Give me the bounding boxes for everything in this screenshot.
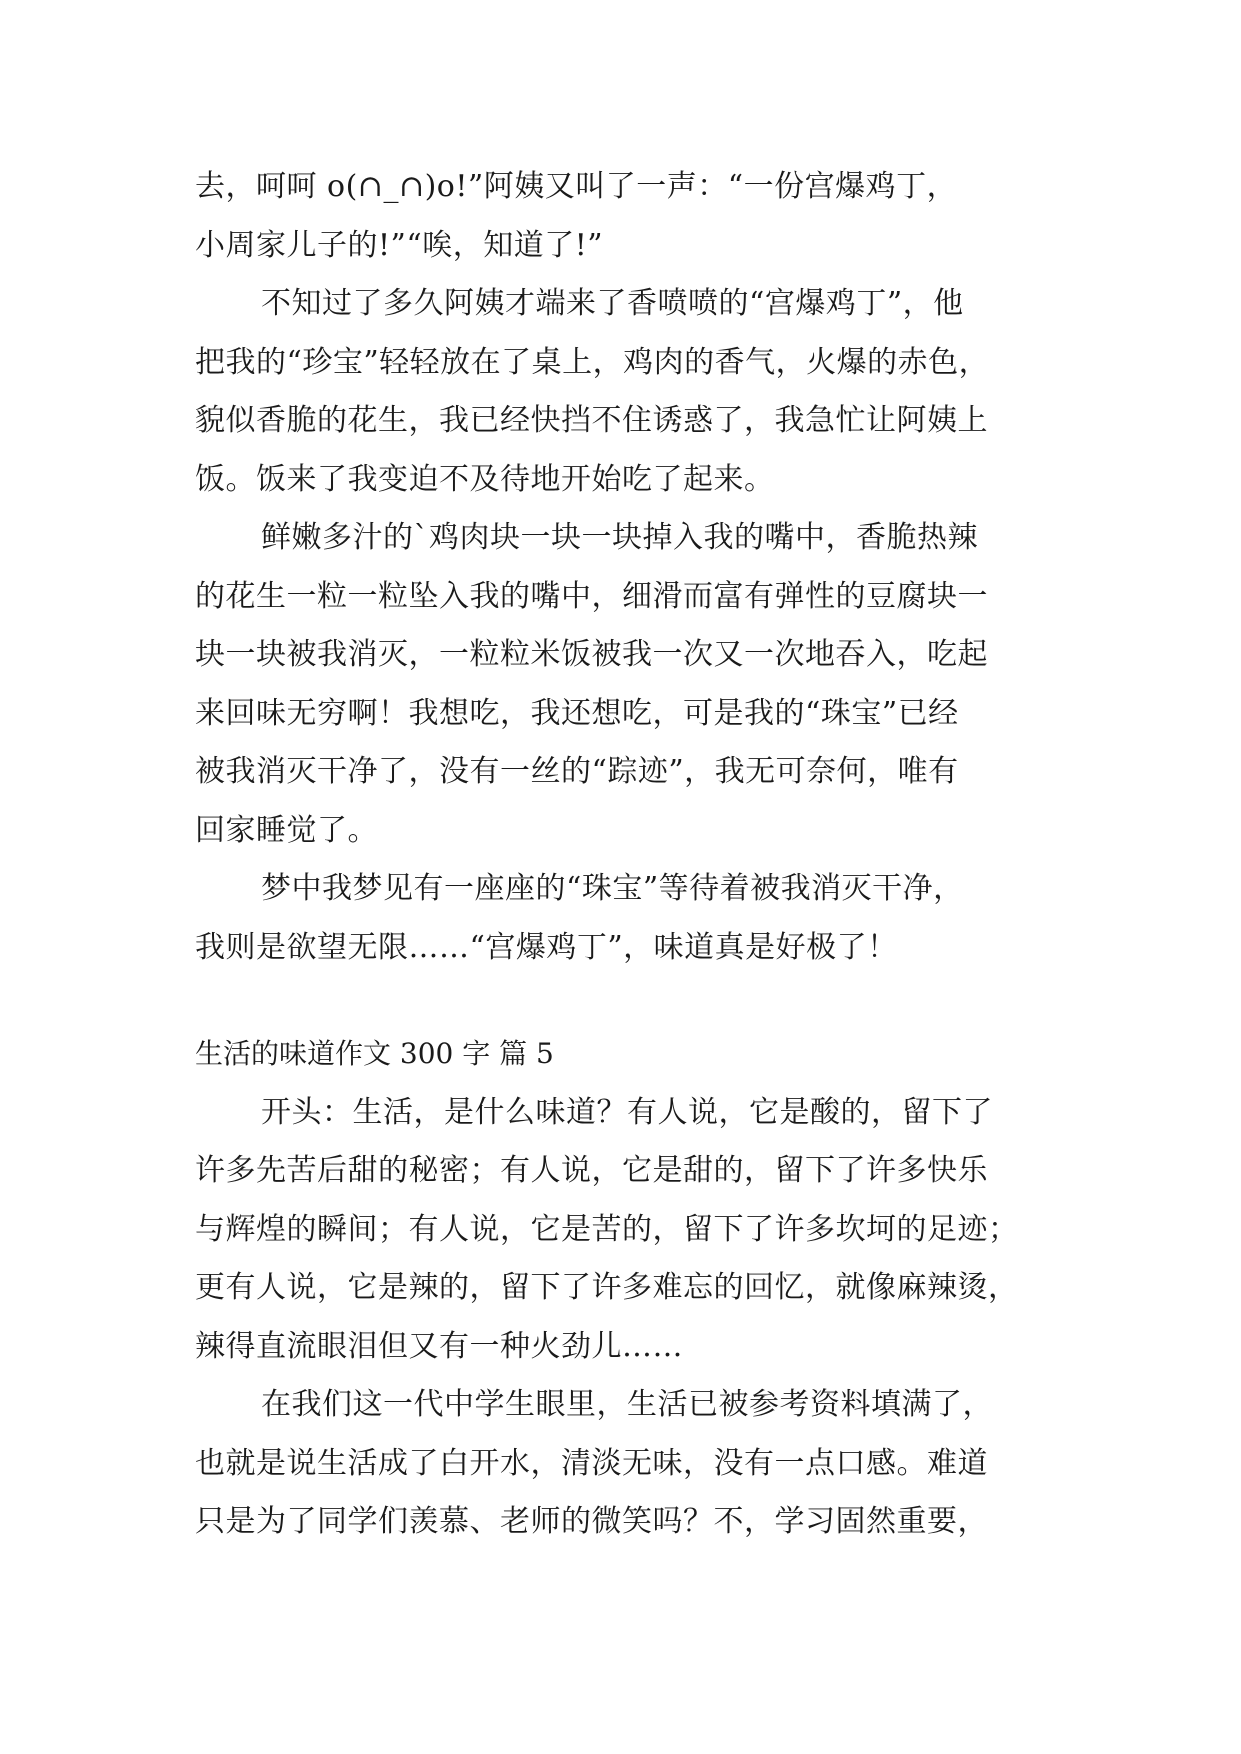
paragraph [195,1376,1075,1552]
text-line: 许多先苦后甜的秘密；有人说，它是甜的，留下了许多快乐 [195,1153,988,1188]
paragraph [195,158,1075,275]
text-line: 更有人说，它是辣的，留下了许多难忘的回忆，就像麻辣烫， [195,1270,1019,1305]
section-spacer [195,977,1075,1025]
text-line: 只是为了同学们羡慕、老师的微笑吗？不，学习固然重要， [195,1504,988,1539]
text-line: 我则是欲望无限……“宫爆鸡丁”，味道真是好极了！ [195,929,898,965]
document-body [195,158,1075,1552]
text-line: 小周家儿子的!”“唉，知道了!” [195,227,604,263]
text-line: 被我消灭干净了，没有一丝的“踪迹”，我无可奈何，唯有 [195,754,959,789]
essay-section-previous [195,158,1075,977]
text-line: 在我们这一代中学生眼里，生活已被参考资料填满了， [261,1387,993,1422]
text-line: 梦中我梦见有一座座的“珠宝”等待着被我消灭干净， [261,871,964,906]
text-line: 块一块被我消灭，一粒粒米饭被我一次又一次地吞入，吃起 [195,637,988,672]
text-line: 的花生一粒一粒坠入我的嘴中，细滑而富有弹性的豆腐块一 [195,578,988,614]
text-line: 与辉煌的瞬间；有人说，它是苦的，留下了许多坎坷的足迹； [195,1211,1019,1247]
essay-section-5 [195,1025,1075,1552]
paragraph [195,509,1075,860]
text-line: 开头：生活，是什么味道？有人说，它是酸的，留下了 [261,1094,993,1130]
text-line: 鲜嫩多汁的`鸡肉块一块一块掉入我的嘴中，香脆热辣 [261,520,978,555]
text-line: 辣得直流眼泪但又有一种火劲儿…… [195,1328,683,1364]
text-line: 去，呵呵 o(∩_∩)o!”阿姨又叫了一声：“一份宫爆鸡丁， [195,169,958,204]
text-line: 不知过了多久阿姨才端来了香喷喷的“宫爆鸡丁”，他 [261,286,964,321]
text-line: 也就是说生活成了白开水，清淡无味，没有一点口感。难道 [195,1445,988,1481]
paragraph [195,1084,1075,1377]
text-line: 貌似香脆的花生，我已经快挡不住诱惑了，我急忙让阿姨上 [195,403,988,438]
paragraph [195,860,1075,977]
text-line: 把我的“珍宝”轻轻放在了桌上，鸡肉的香气，火爆的赤色， [195,344,990,380]
text-line: 回家睡觉了。 [195,812,378,848]
paragraph [195,275,1075,509]
text-line: 饭。饭来了我变迫不及待地开始吃了起来。 [195,461,775,497]
essay-heading: 生活的味道作文 300 字 篇 5 [195,1037,554,1070]
text-line: 来回味无穷啊！我想吃，我还想吃，可是我的“珠宝”已经 [195,695,959,731]
